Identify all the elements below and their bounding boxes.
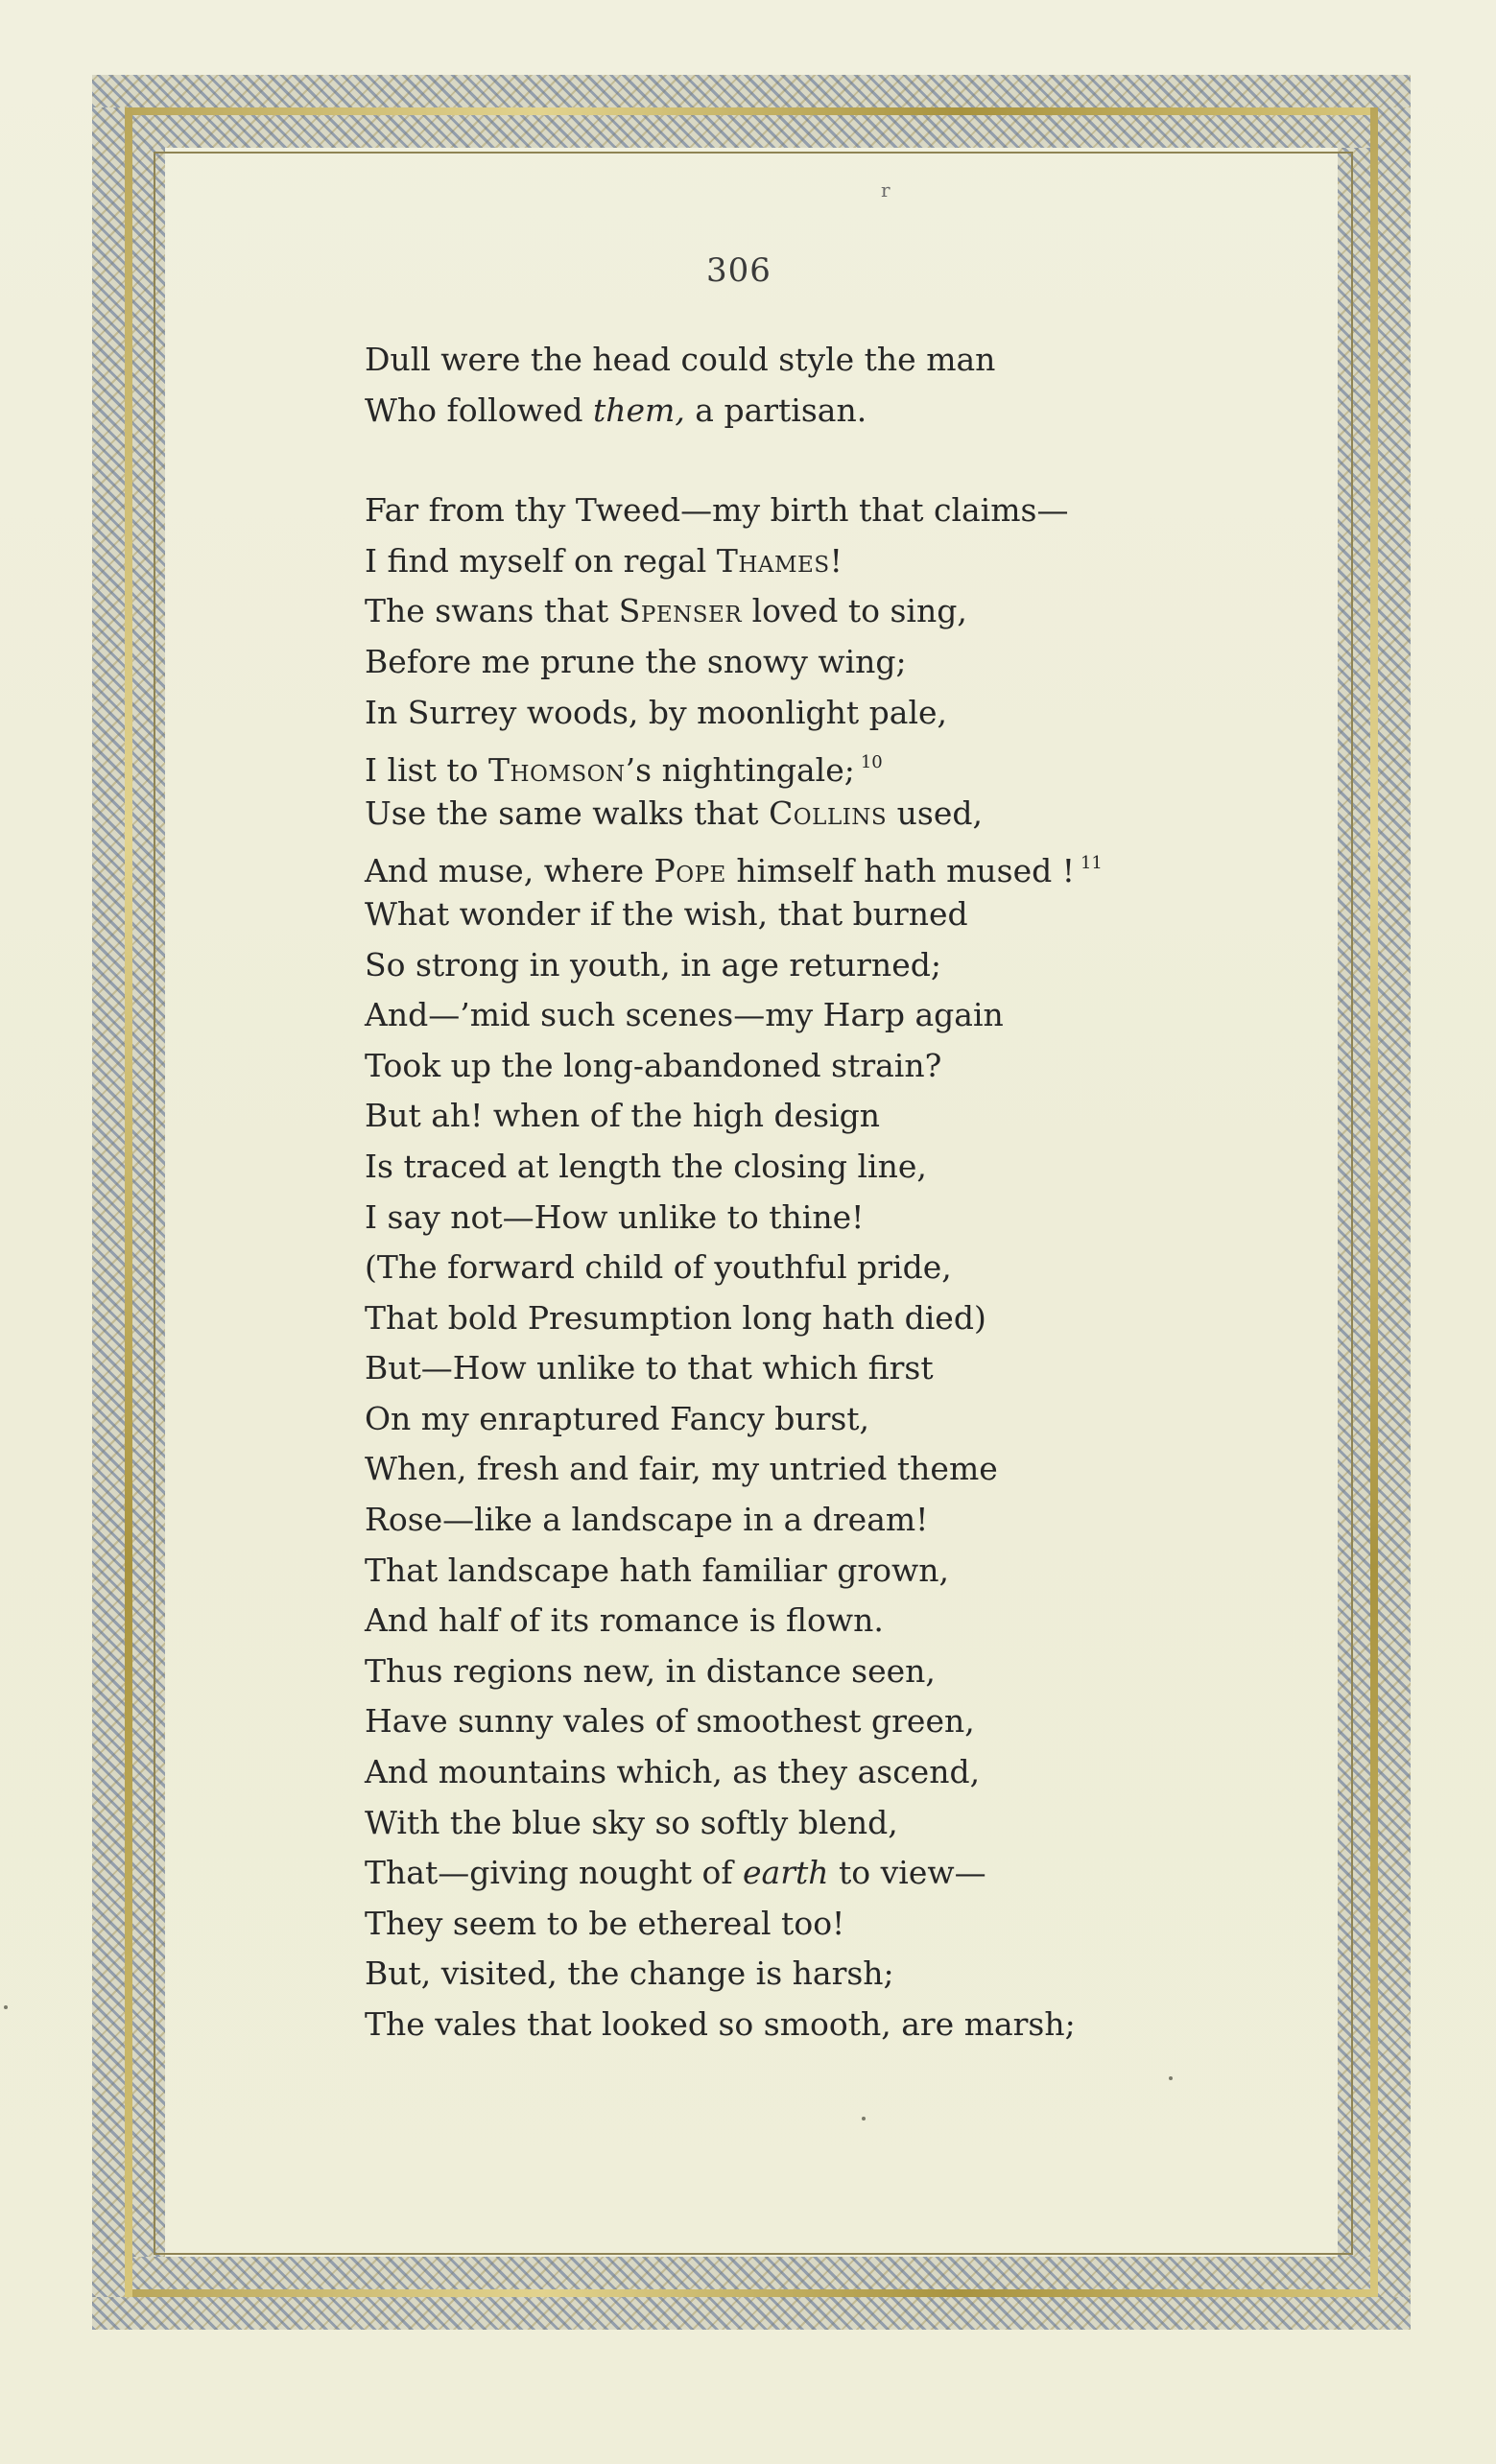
poem-line: But, visited, the change is harsh; — [365, 1955, 894, 1993]
poem-line: In Surrey woods, by moonlight pale, — [365, 693, 948, 731]
emphasis: them, — [592, 391, 685, 429]
poem-line: The swans that Spenser loved to sing, — [365, 592, 967, 630]
poem-line: So strong in youth, in age returned; — [365, 945, 941, 983]
poet-name: Spenser — [618, 592, 743, 630]
stray-mark: r — [881, 178, 890, 201]
poem-line: Far from thy Tweed—my birth that claims— — [365, 491, 1069, 530]
border-top-inner — [125, 115, 1378, 148]
poem-line: And mountains which, as they ascend, — [365, 1753, 981, 1791]
place-name: Thames — [716, 541, 830, 580]
poem-text — [365, 335, 1267, 2050]
paper-speck — [862, 2117, 866, 2120]
poem-line: Took up the long-abandoned strain? — [365, 1046, 942, 1084]
footnote-ref: 11 — [1080, 853, 1103, 874]
poem-line: What wonder if the wish, that burned — [365, 894, 968, 933]
footnote-ref: 10 — [860, 752, 883, 773]
paper-speck — [4, 2005, 8, 2009]
poem-line: Before me prune the snowy wing; — [365, 642, 907, 680]
poem-line: Use the same walks that Collins used, — [365, 794, 984, 832]
poem-line: With the blue sky so softly blend, — [365, 1803, 898, 1841]
poem-line: Is traced at length the closing line, — [365, 1147, 927, 1185]
paper-speck — [1169, 2076, 1173, 2080]
emphasis: earth — [743, 1854, 829, 1892]
border-bottom-inner — [125, 2257, 1378, 2289]
stanza-break — [365, 436, 1267, 486]
poem-line: And muse, where Pope himself hath mused ! $^{11}$ — [365, 852, 1103, 890]
poem-line: They seem to be ethereal too! — [365, 1904, 845, 1942]
poem-line: (The forward child of youthful pride, — [365, 1248, 952, 1287]
poem-line: That—giving nought of earth to view— — [365, 1854, 986, 1892]
poem-line: But—How unlike to that which first — [365, 1349, 934, 1387]
poet-name: Thomson — [487, 751, 626, 790]
poem-line: Who followed them, a partisan. — [365, 391, 867, 429]
poem-line: The vales that looked so smooth, are marsh; — [365, 2005, 1076, 2043]
poem-line: Thus regions new, in distance seen, — [365, 1651, 936, 1690]
border-bottom-gilt — [125, 2289, 1378, 2297]
border-right-outer — [1378, 107, 1411, 2297]
poet-name: Collins — [769, 794, 888, 832]
border-bottom-outer — [92, 2297, 1411, 2330]
poem-line: I find myself on regal Thames! — [365, 541, 843, 580]
page-number: 306 — [706, 251, 772, 290]
border-left-outer — [92, 107, 125, 2297]
poet-name: Pope — [653, 852, 726, 890]
border-top-gilt — [125, 107, 1378, 115]
poem-line: I say not—How unlike to thine! — [365, 1197, 865, 1236]
poem-line: Have sunny vales of smoothest green, — [365, 1702, 975, 1741]
poem-line: That bold Presumption long hath died) — [365, 1298, 986, 1337]
poem-line: When, fresh and fair, my untried theme — [365, 1450, 998, 1488]
poem-line: And half of its romance is flown. — [365, 1601, 884, 1640]
poem-line: Rose—like a landscape in a dream! — [365, 1501, 929, 1539]
border-right-gilt — [1370, 107, 1378, 2297]
poem-line: But ah! when of the high design — [365, 1097, 881, 1135]
border-top-outer — [92, 75, 1411, 107]
poem-line: And—’mid such scenes—my Harp again — [365, 996, 1004, 1034]
poem-line: On my enraptured Fancy burst, — [365, 1399, 870, 1437]
poem-line: That landscape hath familiar grown, — [365, 1551, 950, 1589]
poem-line: I list to Thomson’s nightingale; $^{10}$ — [365, 751, 883, 790]
poem-line: Dull were the head could style the man — [365, 341, 996, 378]
border-left-gilt — [125, 107, 132, 2297]
